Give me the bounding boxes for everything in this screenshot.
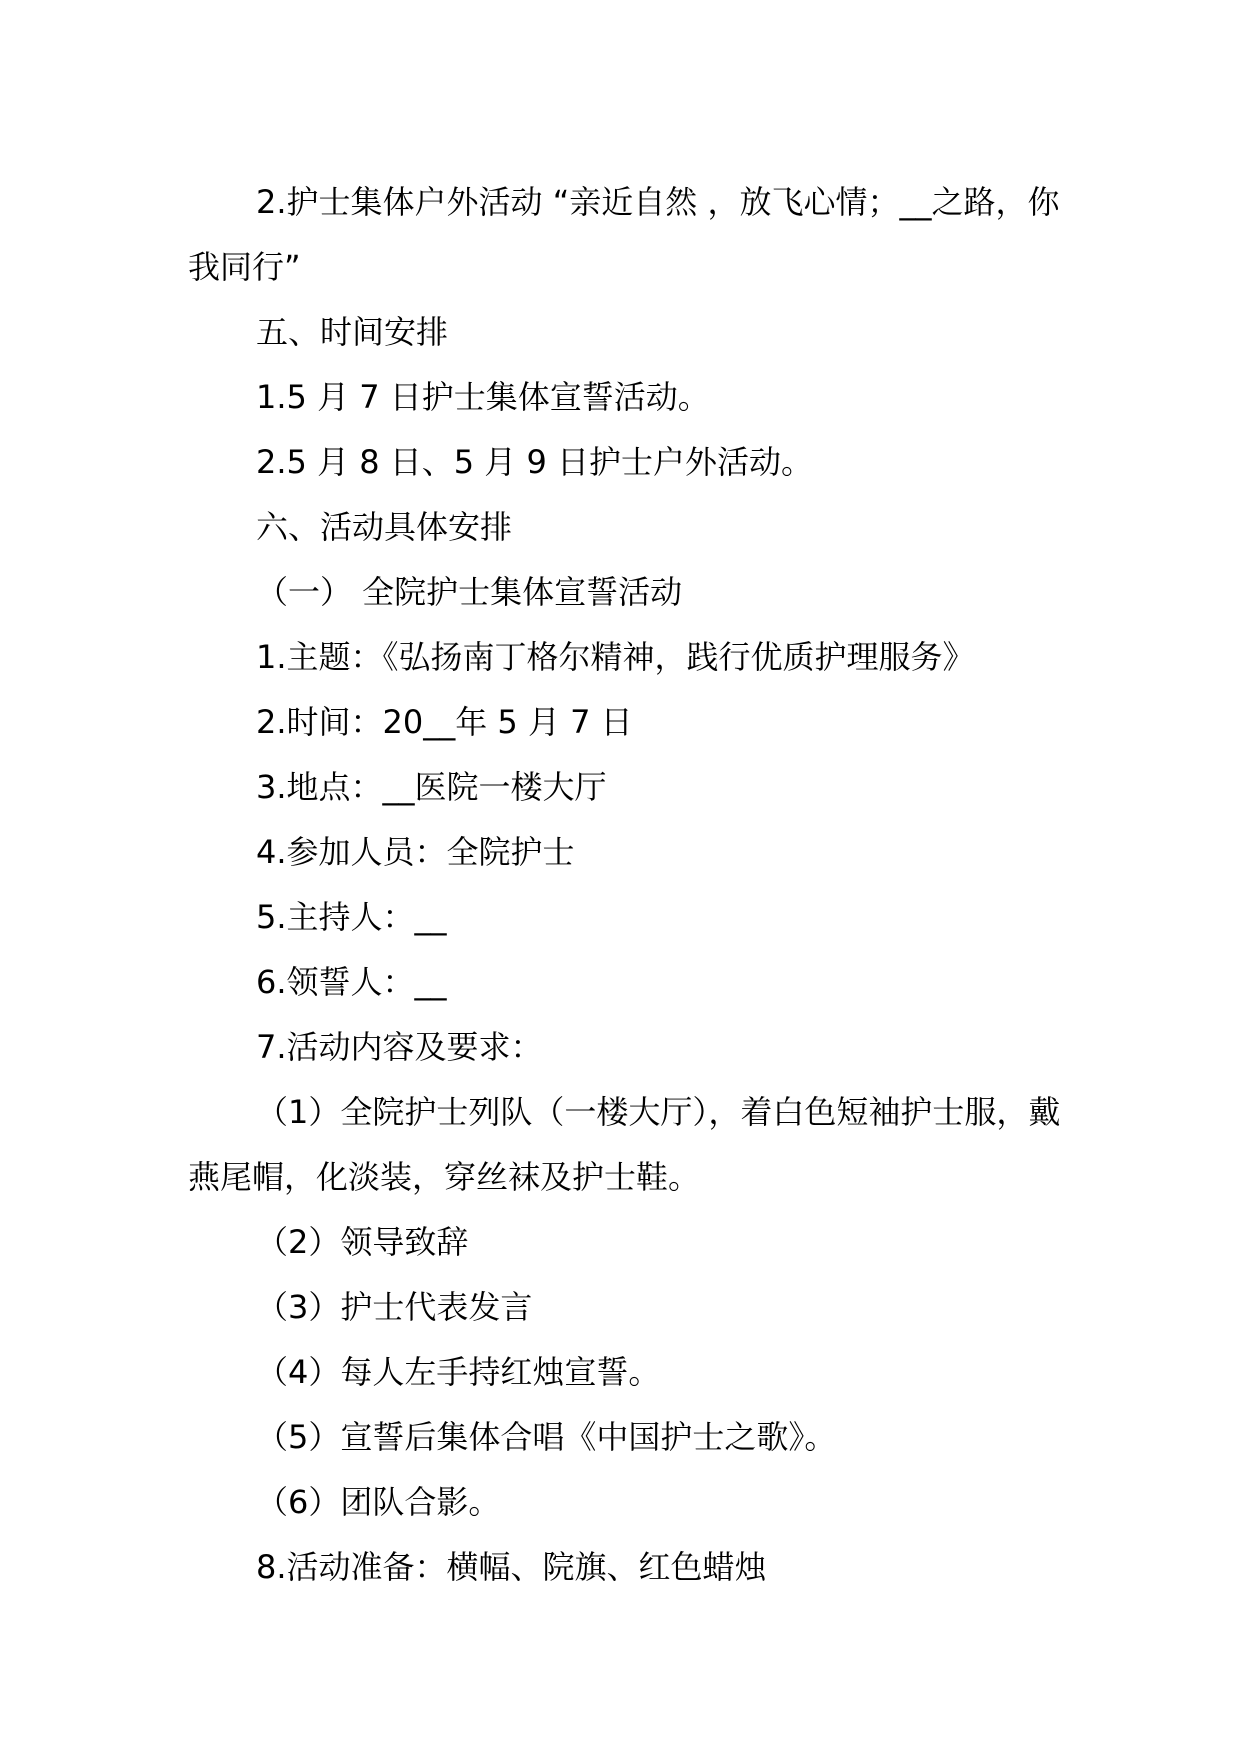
document-body — [188, 170, 1088, 1600]
paragraph-schedule-1: 1.5 月 7 日护士集体宣誓活动。 — [256, 378, 710, 416]
paragraph-theme: 1.主题：《弘扬南丁格尔精神，践行优质护理服务》 — [256, 638, 975, 676]
subheading-oath-activity: （一） 全院护士集体宣誓活动 — [256, 573, 683, 611]
paragraph-schedule-2: 2.5 月 8 日、5 月 9 日护士户外活动。 — [256, 443, 814, 481]
paragraph-preparation: 8.活动准备：横幅、院旗、红色蜡烛 — [256, 1548, 767, 1586]
paragraph-host: 5.主持人：__ — [256, 898, 447, 936]
paragraph-item-5: （5）宣誓后集体合唱《中国护士之歌》。 — [256, 1418, 837, 1456]
paragraph-item-6: （6）团队合影。 — [256, 1483, 501, 1521]
paragraph-item-3: （3）护士代表发言 — [256, 1288, 533, 1326]
paragraph-oath-leader: 6.领誓人：__ — [256, 963, 447, 1001]
paragraph-content-requirements: 7.活动内容及要求： — [256, 1028, 543, 1066]
paragraph-location: 3.地点：__医院一楼大厅 — [256, 768, 607, 806]
paragraph-outdoor-activity: 2.护士集体户外活动 “亲近自然 ，放飞心情；__之路，你我同行” — [188, 183, 1060, 286]
heading-schedule: 五、时间安排 — [256, 313, 449, 351]
paragraph-time: 2.时间：20__年 5 月 7 日 — [256, 703, 633, 741]
paragraph-participants: 4.参加人员：全院护士 — [256, 833, 575, 871]
paragraph-item-2: （2）领导致辞 — [256, 1223, 469, 1261]
heading-detailed-arrangement: 六、活动具体安排 — [256, 508, 513, 546]
paragraph-item-1: （1）全院护士列队（一楼大厅），着白色短袖护士服，戴燕尾帽，化淡装，穿丝袜及护士鞋。 — [188, 1093, 1061, 1196]
paragraph-item-4: （4）每人左手持红烛宣誓。 — [256, 1353, 661, 1391]
